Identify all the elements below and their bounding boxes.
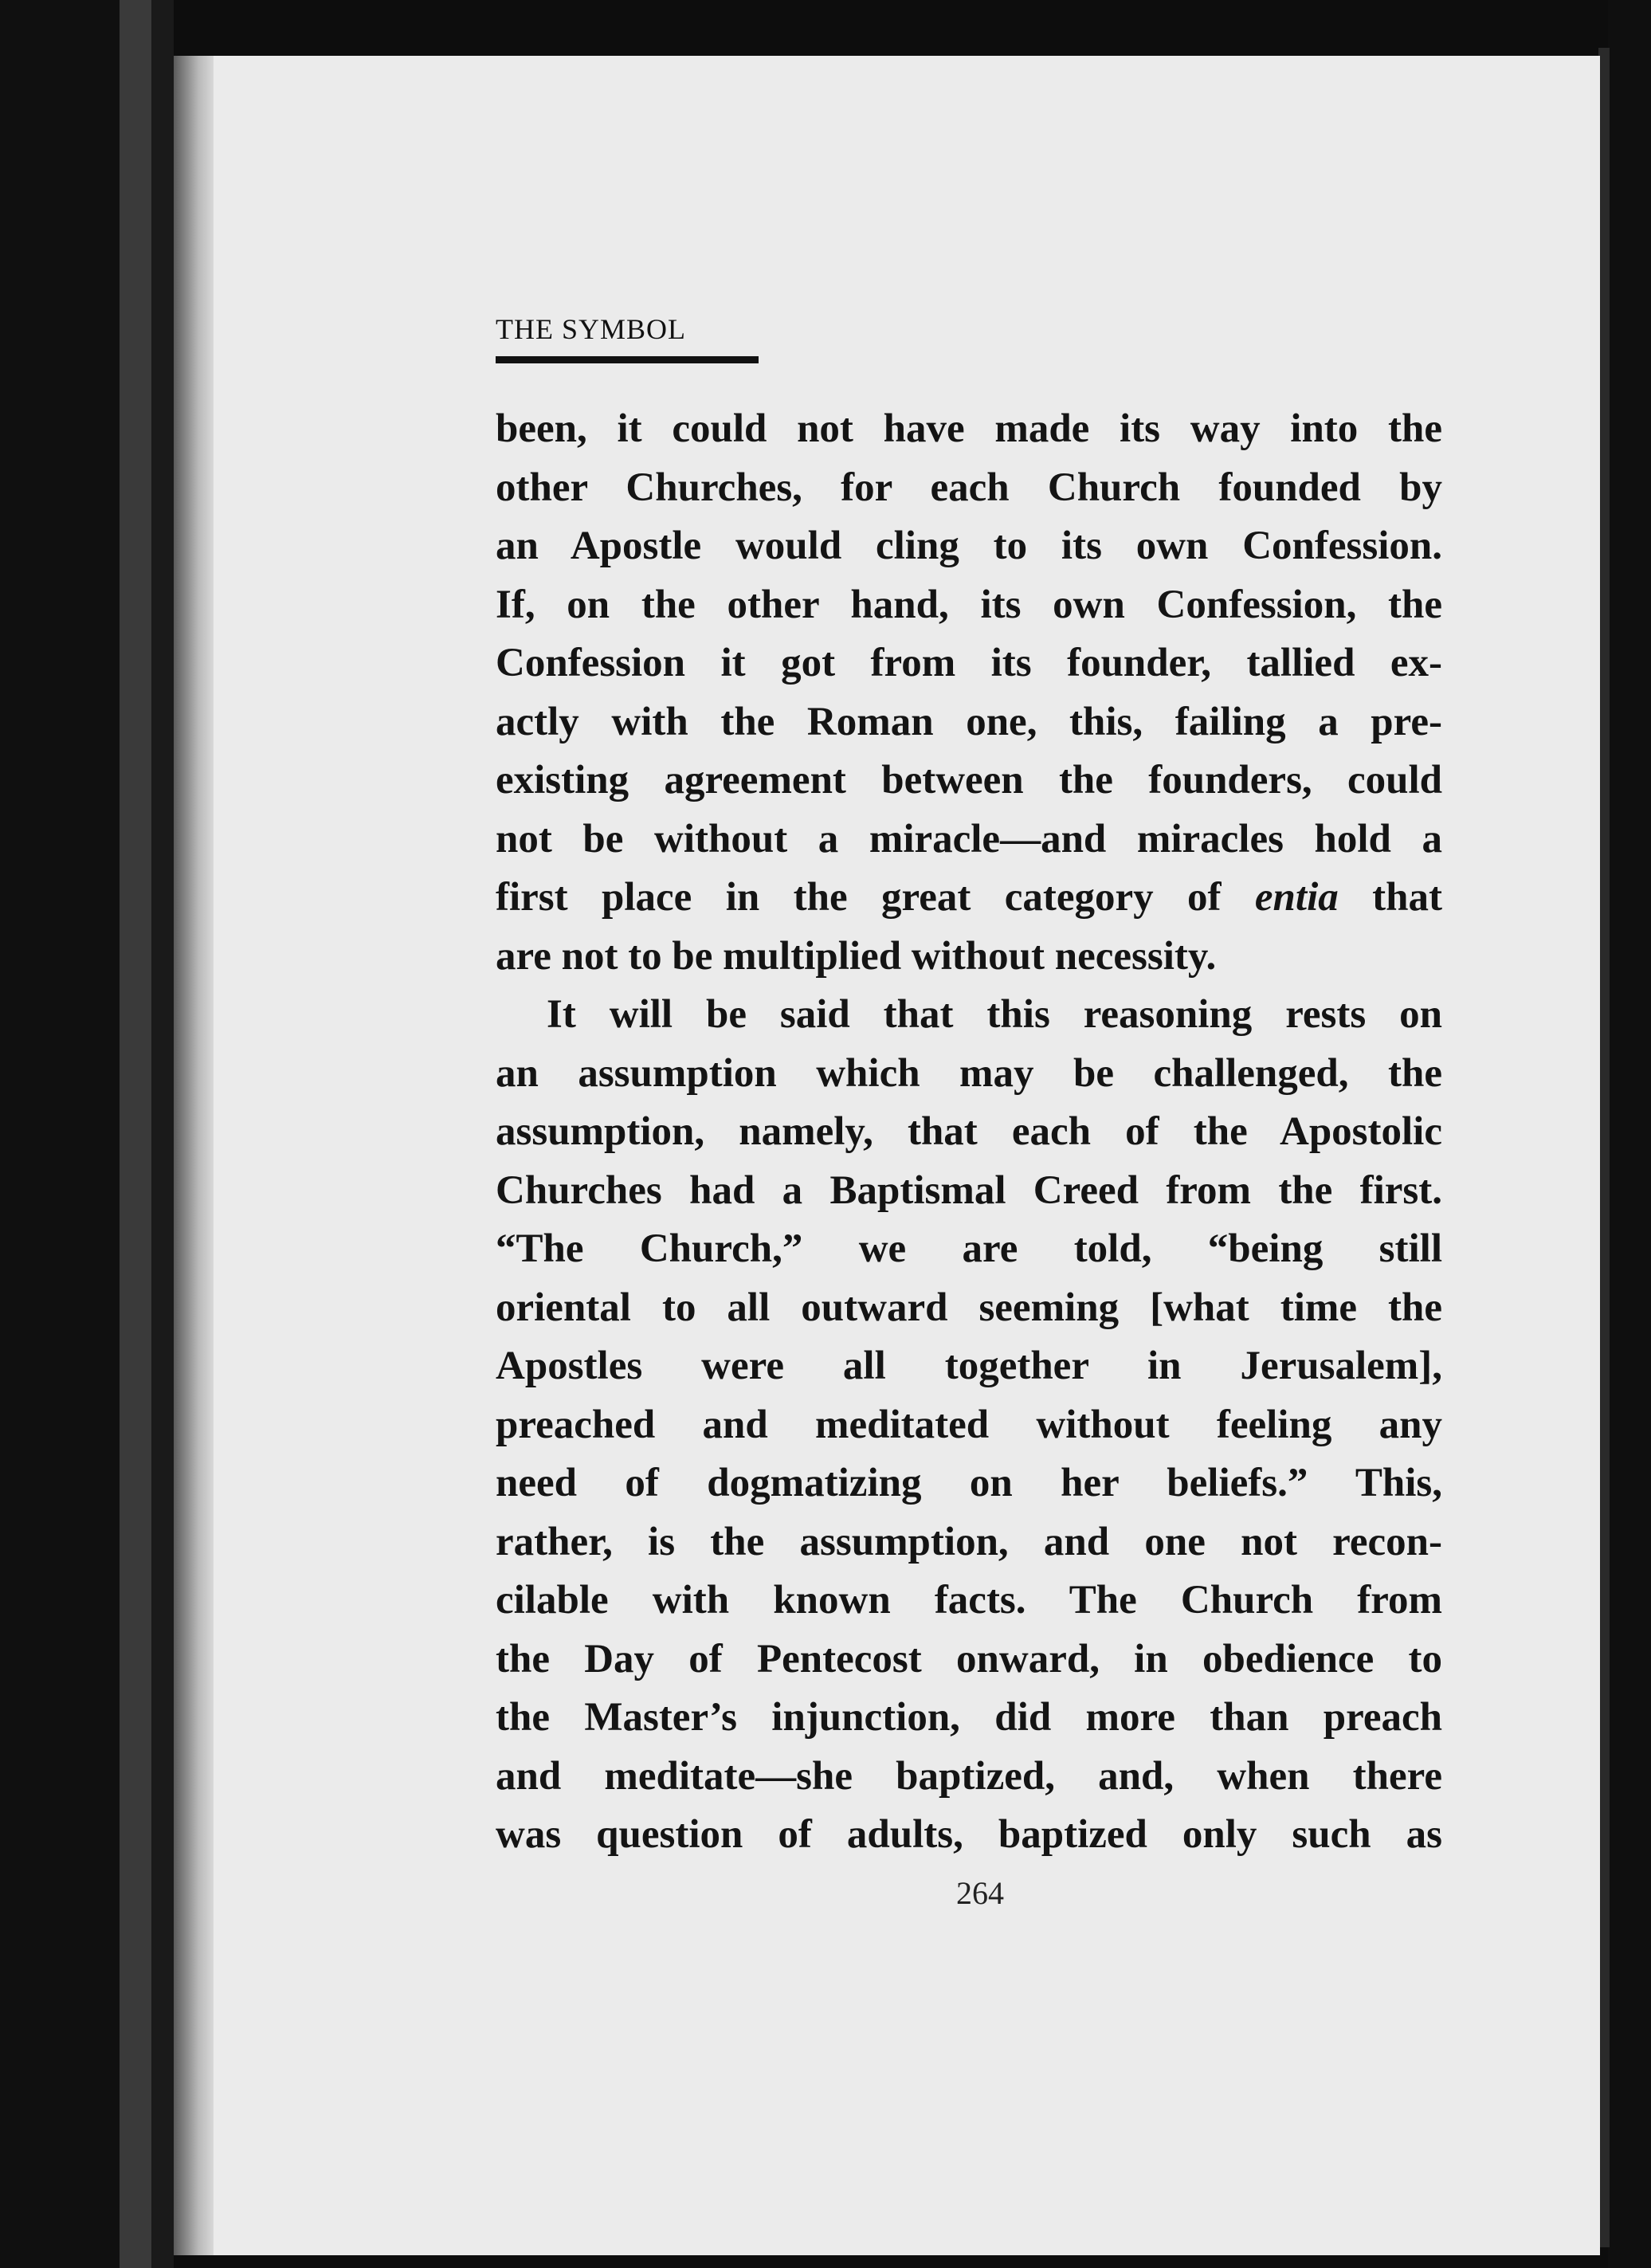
text-line: and meditate—she baptized, and, when there — [496, 1753, 1442, 1799]
text-line: preached and meditated without feeling any — [496, 1402, 1442, 1447]
scan-border-right — [1608, 0, 1651, 2268]
text-line: rather, is the assumption, and one not recon- — [496, 1519, 1442, 1564]
text-line — [496, 869, 1442, 928]
text-line: If, on the other hand, its own Confession, the — [496, 582, 1442, 627]
scan-stripe — [151, 0, 174, 2268]
text-line: “The Church,” we are told, “being still — [496, 1226, 1442, 1271]
page-number: 264 — [956, 1875, 1004, 1911]
italic-term: entia — [1254, 875, 1339, 920]
text-line: oriental to all outward seeming [what time the — [496, 1285, 1442, 1330]
text-line: was question of adults, baptized only such as — [496, 1812, 1442, 1857]
text-line: not be without a miracle—and miracles hold a — [496, 816, 1442, 861]
scan-stripe — [1598, 48, 1610, 2247]
text-line: Apostles were all together in Jerusalem], — [496, 1344, 1442, 1388]
text-line: are not to be multiplied without necessity. — [496, 933, 1217, 979]
body-text — [496, 400, 1442, 1865]
text-line: Churches had a Baptismal Creed from the first. — [496, 1167, 1442, 1213]
running-head-rule — [496, 356, 759, 363]
paragraph — [496, 986, 1442, 1865]
text-run: first place in the great category of — [496, 875, 1255, 920]
text-line: Confession it got from its founder, tallied ex- — [496, 641, 1442, 685]
text-line: It will be said that this reasoning rests on — [547, 992, 1442, 1037]
scan-border-left — [0, 0, 120, 2268]
text-line: the Day of Pentecost onward, in obedience to — [496, 1636, 1442, 1681]
text-line: need of dogmatizing on her beliefs.” This, — [496, 1461, 1442, 1505]
page-gutter-shadow — [174, 56, 215, 2255]
paragraph — [496, 400, 1442, 986]
running-head: THE SYMBOL — [496, 313, 687, 345]
text-line: been, it could not have made its way into the — [496, 406, 1442, 451]
text-line: assumption, namely, that each of the Apostolic — [496, 1109, 1442, 1154]
text-line: an assumption which may be challenged, the — [496, 1050, 1442, 1096]
text-line: cilable with known facts. The Church from — [496, 1578, 1442, 1623]
text-line: the Master’s injunction, did more than preach — [496, 1695, 1442, 1740]
scan-stripe — [120, 0, 151, 2268]
text-line: other Churches, for each Church founded by — [496, 465, 1442, 510]
text-line: existing agreement between the founders, could — [496, 758, 1442, 802]
text-line: actly with the Roman one, this, failing a pre- — [496, 699, 1442, 744]
text-run: that — [1338, 875, 1442, 920]
text-line: an Apostle would cling to its own Confession. — [496, 524, 1442, 568]
